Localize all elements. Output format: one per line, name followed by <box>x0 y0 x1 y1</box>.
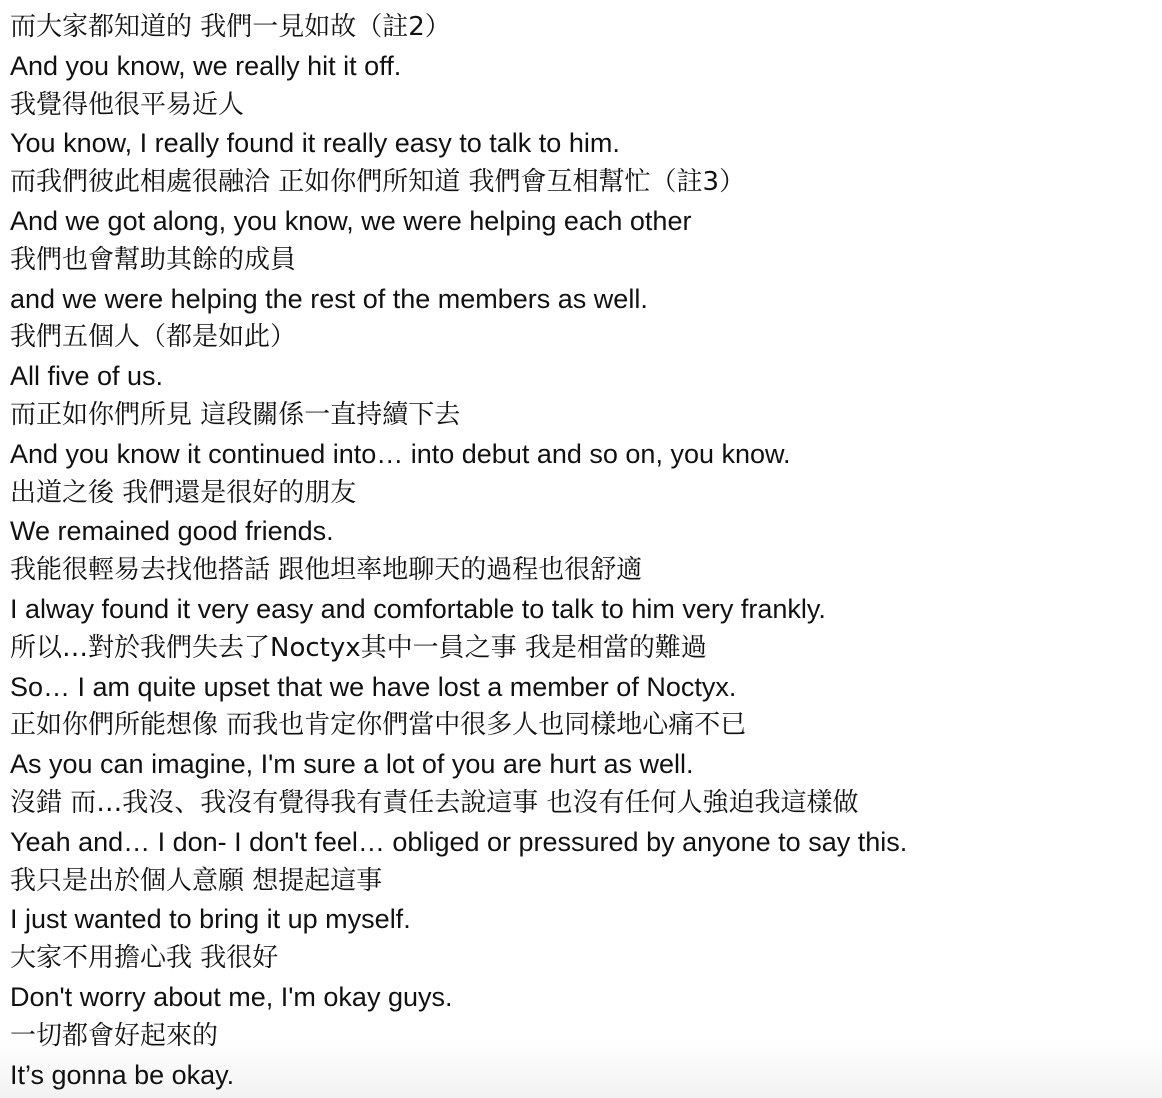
transcript-line-en: And you know it continued into… into debut and so on, you know. <box>10 438 791 469</box>
transcript-line-en: All five of us. <box>10 361 164 392</box>
transcript-line-zh: 我只是出於個人意願 想提起這事 <box>10 865 383 896</box>
transcript-line-en: Don't worry about me, I'm okay guys. <box>10 981 453 1012</box>
transcript-line-zh: 我能很輕易去找他搭話 跟他坦率地聊天的過程也很舒適 <box>10 555 643 586</box>
transcript-line-zh: 沒錯 而…我沒、我沒有覺得我有責任去說這事 也沒有任何人強迫我這樣做 <box>10 787 859 818</box>
transcript-line-zh: 正如你們所能想像 而我也肯定你們當中很多人也同樣地心痛不已 <box>10 710 747 741</box>
transcript-line-zh: 而我們彼此相處很融洽 正如你們所知道 我們會互相幫忙（註3） <box>10 167 746 198</box>
transcript-line-en: and we were helping the rest of the members as well. <box>10 283 648 314</box>
transcript-line-zh: 一切都會好起來的 <box>10 1020 219 1051</box>
transcript-line-zh: 所以…對於我們失去了Noctyx其中一員之事 我是相當的難過 <box>10 632 707 663</box>
transcript-line-zh: 而正如你們所見 這段關係一直持續下去 <box>10 399 461 430</box>
transcript-line-zh: 我們五個人（都是如此） <box>10 322 297 353</box>
transcript-line-zh: 而大家都知道的 我們一見如故（註2） <box>10 12 451 42</box>
transcript-line-en: I just wanted to bring it up myself. <box>10 904 411 935</box>
transcript-line-en: And you know, we really hit it off. <box>10 50 402 81</box>
transcript-line-en: I alway found it very easy and comfortable to talk to him very frankly. <box>10 593 826 624</box>
transcript-line-en: You know, I really found it really easy to talk to him. <box>10 128 620 159</box>
transcript-line-en: So… I am quite upset that we have lost a member of Noctyx. <box>10 671 737 702</box>
transcript-line-en: And we got along, you know, we were helping each other <box>10 205 692 236</box>
transcript-line-en: It’s gonna be okay. <box>10 1059 235 1090</box>
transcript-line-zh: 我覺得他很平易近人 <box>10 89 245 120</box>
transcript-line-zh: 大家不用擔心我 我很好 <box>10 943 279 974</box>
transcript-line-en: We remained good friends. <box>10 516 334 547</box>
transcript-line-zh: 出道之後 我們還是很好的朋友 <box>10 477 357 508</box>
bilingual-transcript <box>10 9 1162 1095</box>
transcript-line-zh: 我們也會幫助其餘的成員 <box>10 244 297 275</box>
transcript-line-en: As you can imagine, I'm sure a lot of you are hurt as well. <box>10 749 694 780</box>
transcript-line-en: Yeah and… I don- I don't feel… obliged or pressured by anyone to say this. <box>10 826 908 857</box>
